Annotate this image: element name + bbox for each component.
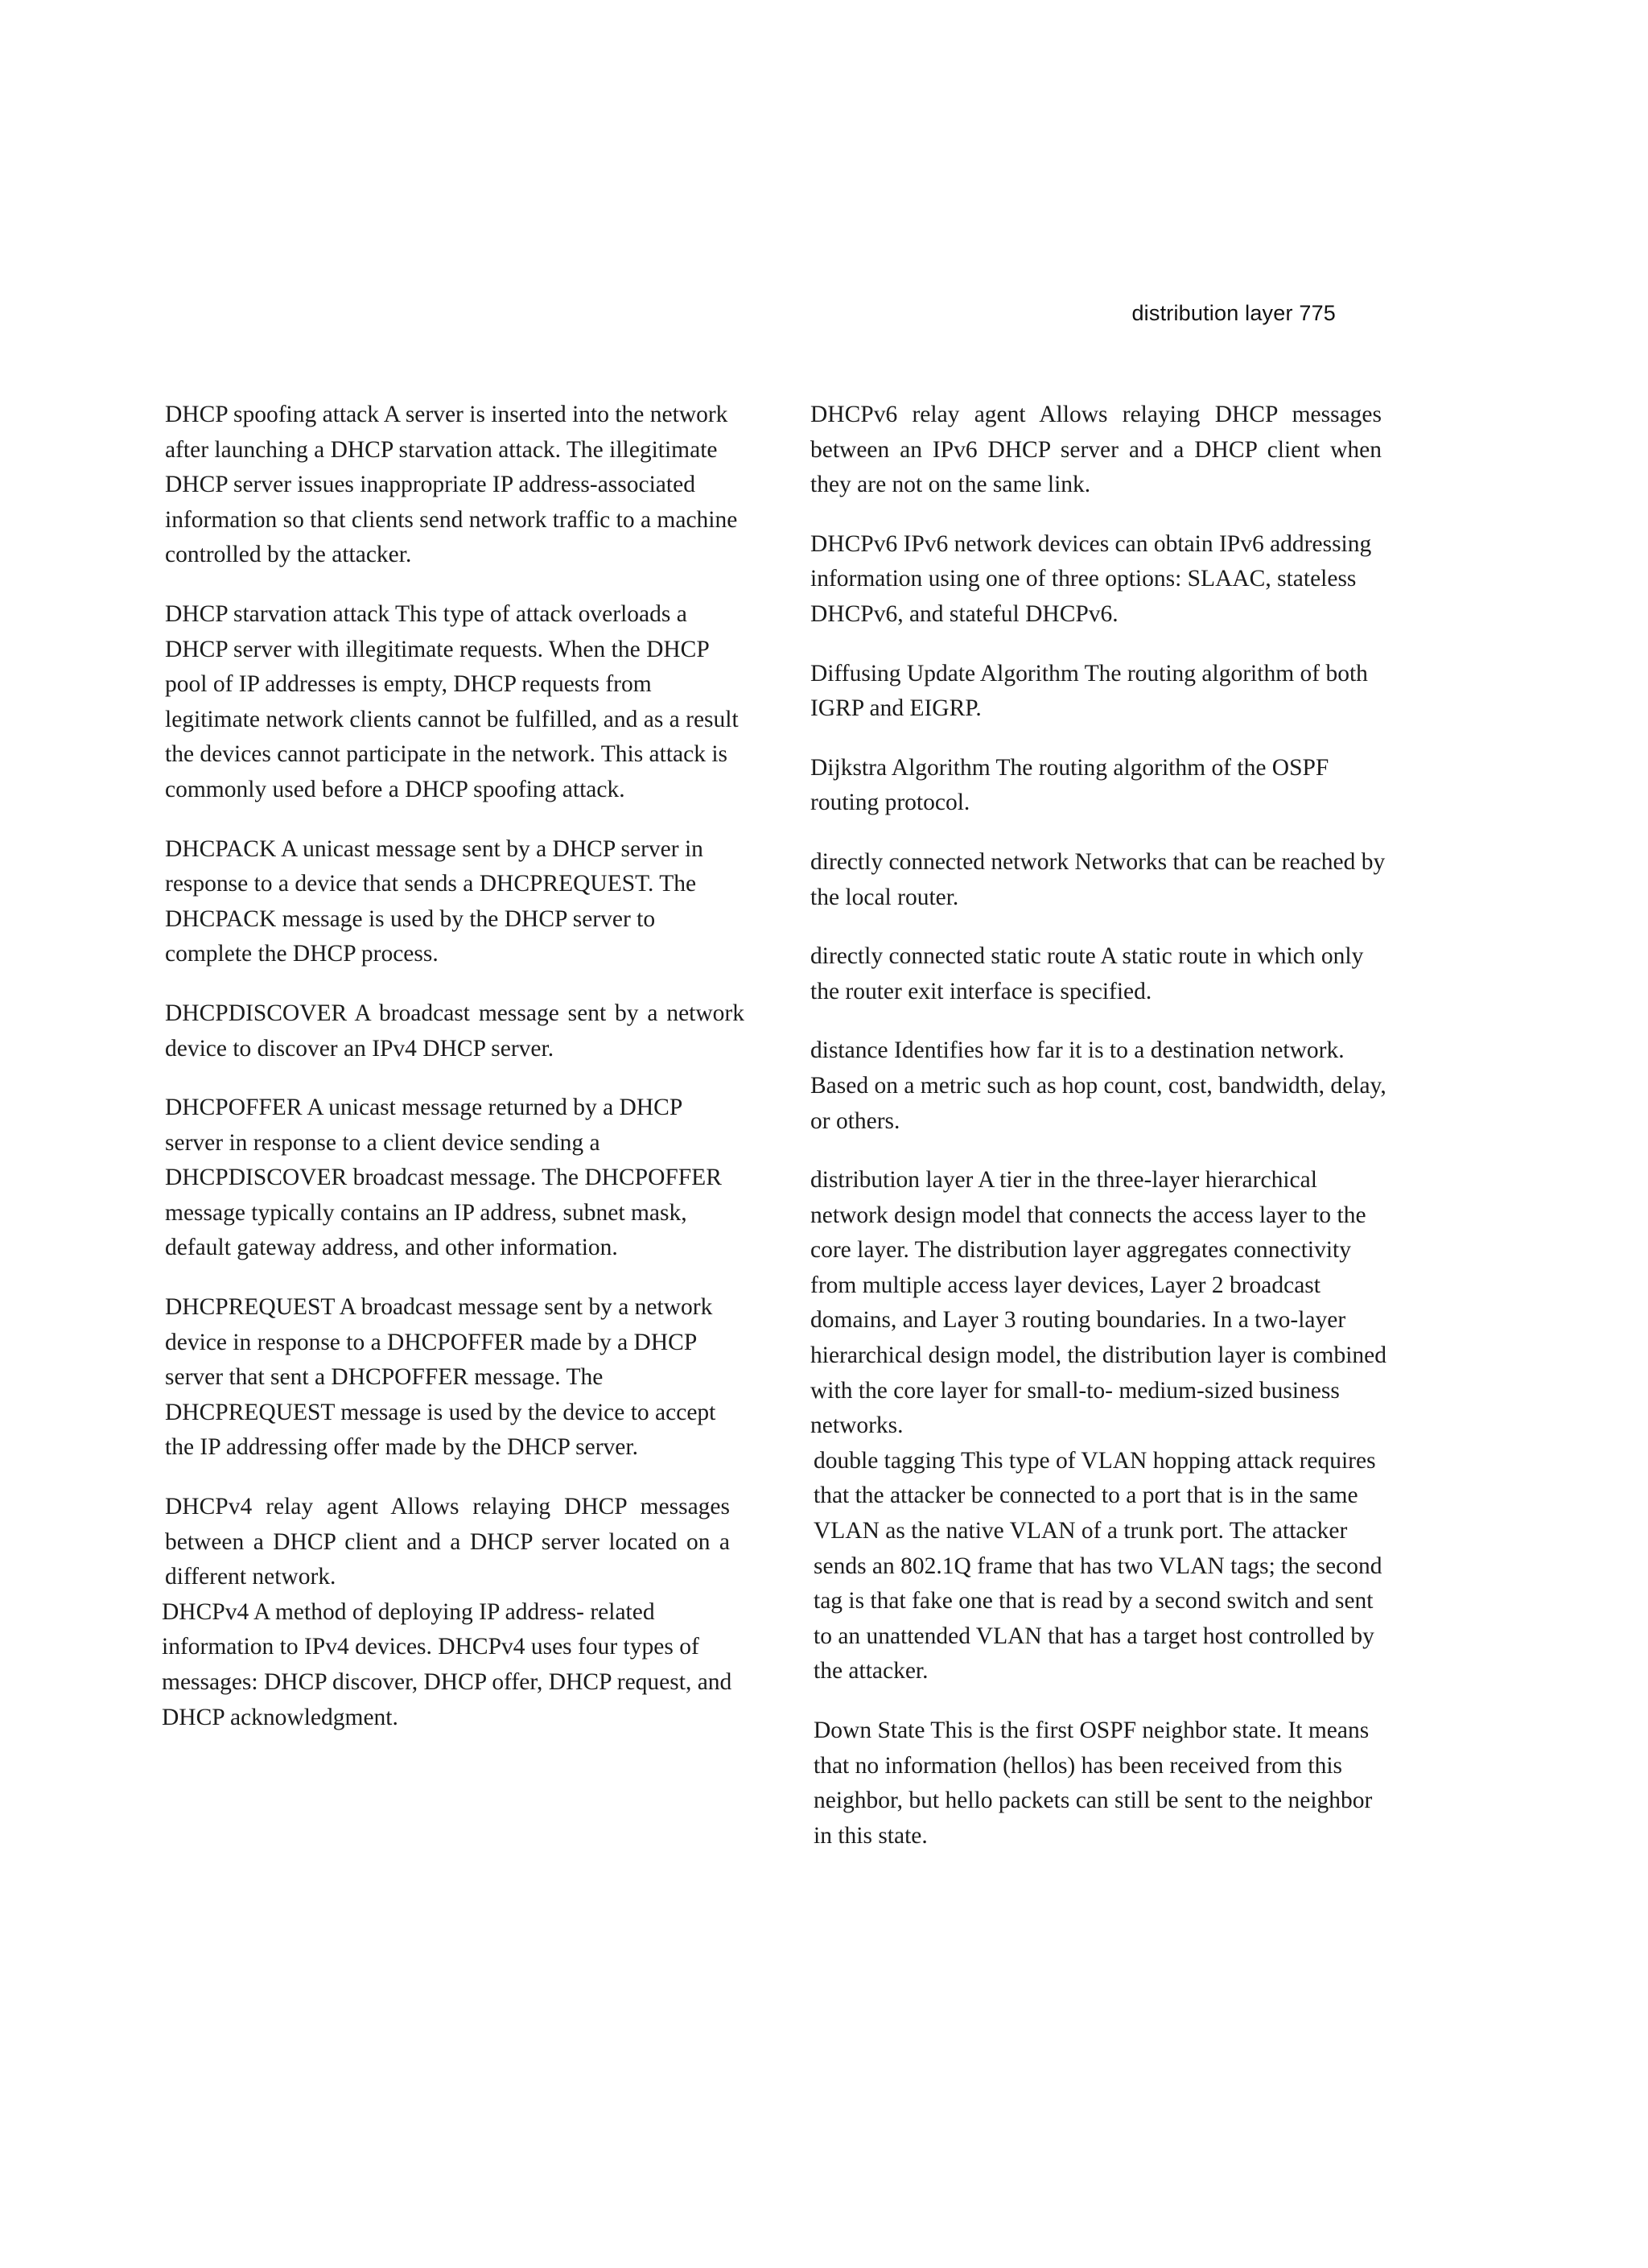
glossary-entry-directly-connected-network: directly connected network Networks that can be reached by the local router. (810, 848, 1386, 910)
glossary-entry-dhcpoffer: DHCPOFFER A unicast message returned by a DHCP server in response to a client device sending a DHCPDISCOVER broadcast message. The DHCPOFFER message typically contains an IP address, subnet mask, default gateway address, and other information. (165, 1095, 722, 1261)
glossary-entry-dhcpdiscover: DHCPDISCOVER A broadcast message sent by a network device to discover an IPv4 DHCP server. (165, 1000, 744, 1062)
glossary-entry-double-tagging: double tagging This type of VLAN hopping attack requires that the attacker be connected to a port that is in the same VLAN as the native VLAN of a trunk port. The attacker sends an 802.1Q frame that has two VLAN tags; the second tag is that fake one that is read by a second switch and sent to an unattended VLAN that has a target host controlled by the attacker. (814, 1447, 1382, 1685)
glossary-entry-distance: distance Identifies how far it is to a destination network. Based on a metric such as hop count, cost, bandwidth, delay, or others. (810, 1037, 1386, 1134)
glossary-entry-diffusing-update-algorithm: Diffusing Update Algorithm The routing algorithm of both IGRP and EIGRP. (810, 660, 1368, 722)
glossary-entry-directly-connected-static-route: directly connected static route A static route in which only the router exit interface is specified. (810, 943, 1364, 1004)
glossary-entry-dijkstra-algorithm: Dijkstra Algorithm The routing algorithm of the OSPF routing protocol. (810, 754, 1329, 816)
glossary-entry-dhcpv6-relay-agent: DHCPv6 relay agent Allows relaying DHCP messages between an IPv6 DHCP server and a DHCP client when they are not on the same link. (810, 402, 1382, 498)
glossary-entry-distribution-layer: distribution layer A tier in the three-layer hierarchical network design model that connects the access layer to the core layer. The distribution layer aggregates connectivity from multiple access layer devices, Layer 2 broadcast domains, and Layer 3 routing boundaries. In a two-layer hierarchical design model, the distribution layer is combined with the core layer for small-to- medium-sized business networks. (810, 1167, 1386, 1439)
glossary-column-right (810, 398, 1396, 1878)
glossary-entry-dhcprequest: DHCPREQUEST A broadcast message sent by a network device in response to a DHCPOFFER made by a DHCP server that sent a DHCPOFFER message. The DHCPREQUEST message is used by the device to accept the IP addressing offer made by the DHCP server. (165, 1294, 716, 1461)
running-head: distribution layer 775 (1131, 301, 1336, 325)
glossary-entry-dhcpv4-relay-agent: DHCPv4 relay agent Allows relaying DHCP messages between a DHCP client and a DHCP server located on a different network. (165, 1494, 730, 1590)
glossary-entry-dhcp-starvation-attack: DHCP starvation attack This type of attack overloads a DHCP server with illegitimate requests. When the DHCP pool of IP addresses is empty, DHCP requests from legitimate network clients cannot be fulfilled, and as a result the devices cannot participate in the network. This attack is commonly used before a DHCP spoofing attack. (165, 600, 739, 802)
glossary-entry-dhcp-spoofing-attack: DHCP spoofing attack A server is inserted into the network after launching a DHCP starvation attack. The illegitimate DHCP server issues inappropriate IP address-associated information so that clients send network traffic to a machine controlled by the attacker. (165, 402, 738, 568)
glossary-entry-dhcpv6: DHCPv6 IPv6 network devices can obtain IPv6 addressing information using one of three options: SLAAC, stateless DHCPv6, and stateful DHCPv6. (810, 530, 1372, 627)
glossary-entry-dhcpv4: DHCPv4 A method of deploying IP address- related information to IPv4 devices. DHCPv4 uses four types of messages: DHCP discover, DHCP offer, DHCP request, and DHCP acknowledgment. (162, 1598, 732, 1730)
glossary-entry-down-state: Down State This is the first OSPF neighbor state. It means that no information (hellos) has been received from this neighbor, but hello packets can still be sent to the neighbor in this state. (814, 1717, 1373, 1849)
glossary-column-left (162, 398, 744, 1759)
glossary-entry-dhcpack: DHCPACK A unicast message sent by a DHCP server in response to a device that sends a DHCPREQUEST. The DHCPACK message is used by the DHCP server to complete the DHCP process. (165, 835, 703, 967)
